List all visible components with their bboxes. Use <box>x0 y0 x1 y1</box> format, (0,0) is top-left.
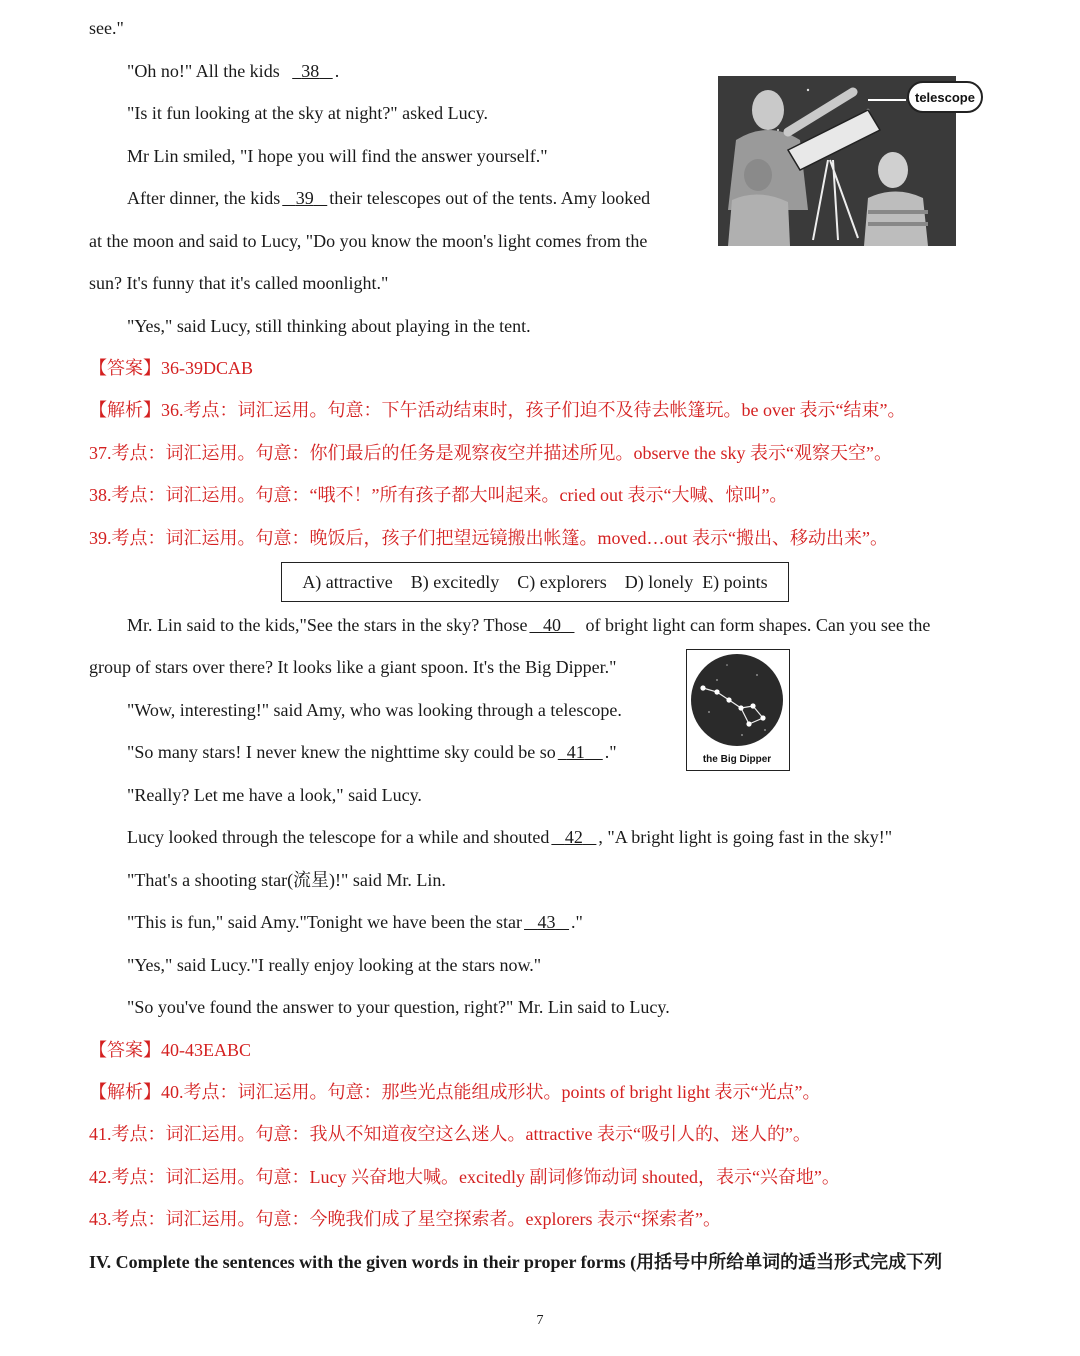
analysis-line: 【解析】40.考点：词汇运用。句意：那些光点能组成形状。points of bright light 表示“光点”。 <box>89 1082 821 1102</box>
story-text: ." <box>571 912 583 932</box>
answer-line: 【答案】40-43EABC <box>89 1040 251 1060</box>
story-line: sun? It's funny that it's called moonlight." <box>89 273 389 293</box>
blank-43 <box>522 912 571 932</box>
word-bank-text: A) attractive B) excitedly C) explorers D) lonely E) points <box>302 571 768 592</box>
story-text: "Oh no!" All the kids <box>127 61 280 81</box>
story-line: group of stars over there? It looks like a giant spoon. It's the Big Dipper." <box>89 657 617 677</box>
section-heading: IV. Complete the sentences with the given words in their proper forms (用括号中所给单词的适当形式完成下列 <box>89 1252 943 1272</box>
big-dipper-label: the Big Dipper <box>702 754 772 765</box>
story-text: "So many stars! I never knew the nighttime sky could be so <box>127 742 556 762</box>
analysis-line: 41.考点：词汇运用。句意：我从不知道夜空这么迷人。attractive 表示“吸引人的、迷人的”。 <box>89 1124 811 1144</box>
blank-40 <box>527 615 576 635</box>
blank-42 <box>549 827 598 847</box>
story-line <box>127 910 583 934</box>
page-number: 7 <box>536 1313 544 1328</box>
answer-line: 【答案】36-39DCAB <box>89 358 254 378</box>
story-line: "Yes," said Lucy."I really enjoy looking at the stars now." <box>127 955 542 975</box>
blank-41 <box>556 742 605 762</box>
analysis-line: 37.考点：词汇运用。句意：你们最后的任务是观察夜空并描述所见。observe the sky 表示“观察天空”。 <box>89 443 892 463</box>
story-text: Lucy looked through the telescope for a while and shouted <box>127 827 550 847</box>
word-bank-box <box>281 562 789 602</box>
story-line: "So you've found the answer to your question, right?" Mr. Lin said to Lucy. <box>127 997 670 1017</box>
analysis-line: 38.考点：词汇运用。句意：“哦不！”所有孩子都大叫起来。cried out 表示“大喊、惊叫”。 <box>89 485 788 505</box>
story-line <box>127 59 339 83</box>
analysis-line: 42.考点：词汇运用。句意：Lucy 兴奋地大喊。excitedly 副词修饰动词 shouted，表示“兴奋地”。 <box>89 1167 840 1187</box>
blank-number: 39 <box>295 188 314 208</box>
story-text: of bright light can form shapes. Can you see the <box>585 615 931 635</box>
story-text: ." <box>604 742 617 762</box>
story-text: , "A bright light is going fast in the sky!" <box>598 827 893 847</box>
story-text: "This is fun," said Amy."Tonight we have been the star <box>127 912 523 932</box>
blank-number: 40 <box>542 615 561 635</box>
blank-39 <box>280 188 329 208</box>
story-line: Mr Lin smiled, "I hope you will find the answer yourself." <box>127 146 548 166</box>
story-line: "Is it fun looking at the sky at night?" asked Lucy. <box>127 103 488 123</box>
blank-number: 42 <box>564 827 583 847</box>
story-line: at the moon and said to Lucy, "Do you know the moon's light comes from the <box>89 231 648 251</box>
story-line <box>127 613 930 637</box>
story-text: After dinner, the kids <box>127 188 281 208</box>
story-line: "Wow, interesting!" said Amy, who was looking through a telescope. <box>127 700 622 720</box>
story-text: . <box>334 61 340 81</box>
story-line <box>127 740 617 764</box>
analysis-line: 39.考点：词汇运用。句意：晚饭后，孩子们把望远镜搬出帐篷。moved…out 表示“搬出、移动出来”。 <box>89 528 888 548</box>
story-line <box>127 825 892 849</box>
analysis-line: 【解析】36.考点：词汇运用。句意：下午活动结束时，孩子们迫不及待去帐篷玩。be over 表示“结束”。 <box>89 400 906 420</box>
telescope-label: telescope <box>915 90 975 105</box>
story-line: "Yes," said Lucy, still thinking about playing in the tent. <box>127 316 531 336</box>
story-text: their telescopes out of the tents. Amy looked <box>329 188 651 208</box>
story-line: see." <box>89 18 124 38</box>
analysis-line: 43.考点：词汇运用。句意：今晚我们成了星空探索者。explorers 表示“探索者”。 <box>89 1209 721 1229</box>
story-line <box>127 186 650 210</box>
big-dipper-illustration <box>686 649 790 771</box>
blank-number: 38 <box>301 61 320 81</box>
blank-number: 43 <box>537 912 556 932</box>
story-line: "Really? Let me have a look," said Lucy. <box>127 785 422 805</box>
blank-number: 41 <box>566 742 585 762</box>
telescope-illustration <box>718 70 984 246</box>
story-text: Mr. Lin said to the kids,"See the stars in the sky? Those <box>127 615 528 635</box>
blank-38 <box>290 61 335 81</box>
story-line: "That's a shooting star(流星)!" said Mr. Lin. <box>127 870 446 890</box>
